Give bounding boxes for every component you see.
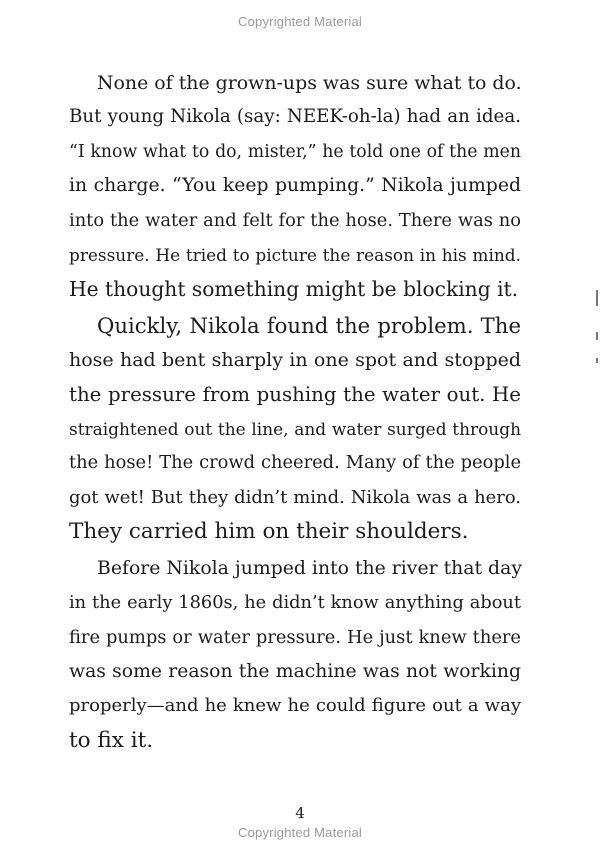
text-line: the pressure from pushing the water out. He <box>69 382 521 406</box>
text-line: properly—and he knew he could figure out a way <box>69 695 521 717</box>
watermark-top: Copyrighted Material <box>238 14 362 29</box>
watermark-bottom: Copyrighted Material <box>238 825 362 840</box>
text-line: got wet! But they didn’t mind. Nikola was a hero. <box>69 486 521 508</box>
text-line: into the water and felt for the hose. There was no <box>69 209 521 231</box>
text-line: to fix it. <box>69 727 154 753</box>
paragraph-2 <box>69 309 521 550</box>
text-line: He thought something might be blocking it. <box>69 277 519 302</box>
page-body <box>69 66 521 760</box>
text-line: hose had bent sharply in one spot and stopped <box>69 349 521 372</box>
text-line: Before Nikola jumped into the river that day <box>97 557 522 579</box>
text-line: in the early 1860s, he didn’t know anything about <box>69 593 521 614</box>
text-line: They carried him on their shoulders. <box>69 519 469 545</box>
page-number: 4 <box>295 804 305 822</box>
text-line: the hose! The crowd cheered. Many of the people <box>69 452 521 474</box>
text-line: fire pumps or water pressure. He just knew there <box>69 626 521 648</box>
text-line: But young Nikola (say: NEEK-oh-la) had an idea. <box>69 106 521 128</box>
text-line: was some reason the machine was not working <box>69 660 521 682</box>
page-edge-mark <box>596 358 598 363</box>
paragraph-1 <box>69 66 521 307</box>
page-edge-mark <box>596 290 598 306</box>
text-line: “I know what to do, mister,” he told one of the men <box>69 141 521 162</box>
text-line: straightened out the line, and water surged through <box>69 419 521 440</box>
text-line: Quickly, Nikola found the problem. The <box>97 312 521 338</box>
page-edge-mark <box>596 332 598 340</box>
paragraph-3 <box>69 552 521 758</box>
text-line: in charge. “You keep pumping.” Nikola jumped <box>69 175 521 197</box>
text-line: pressure. He tried to picture the reason in his mind. <box>69 245 521 266</box>
text-line: None of the grown-ups was sure what to do. <box>97 72 522 94</box>
